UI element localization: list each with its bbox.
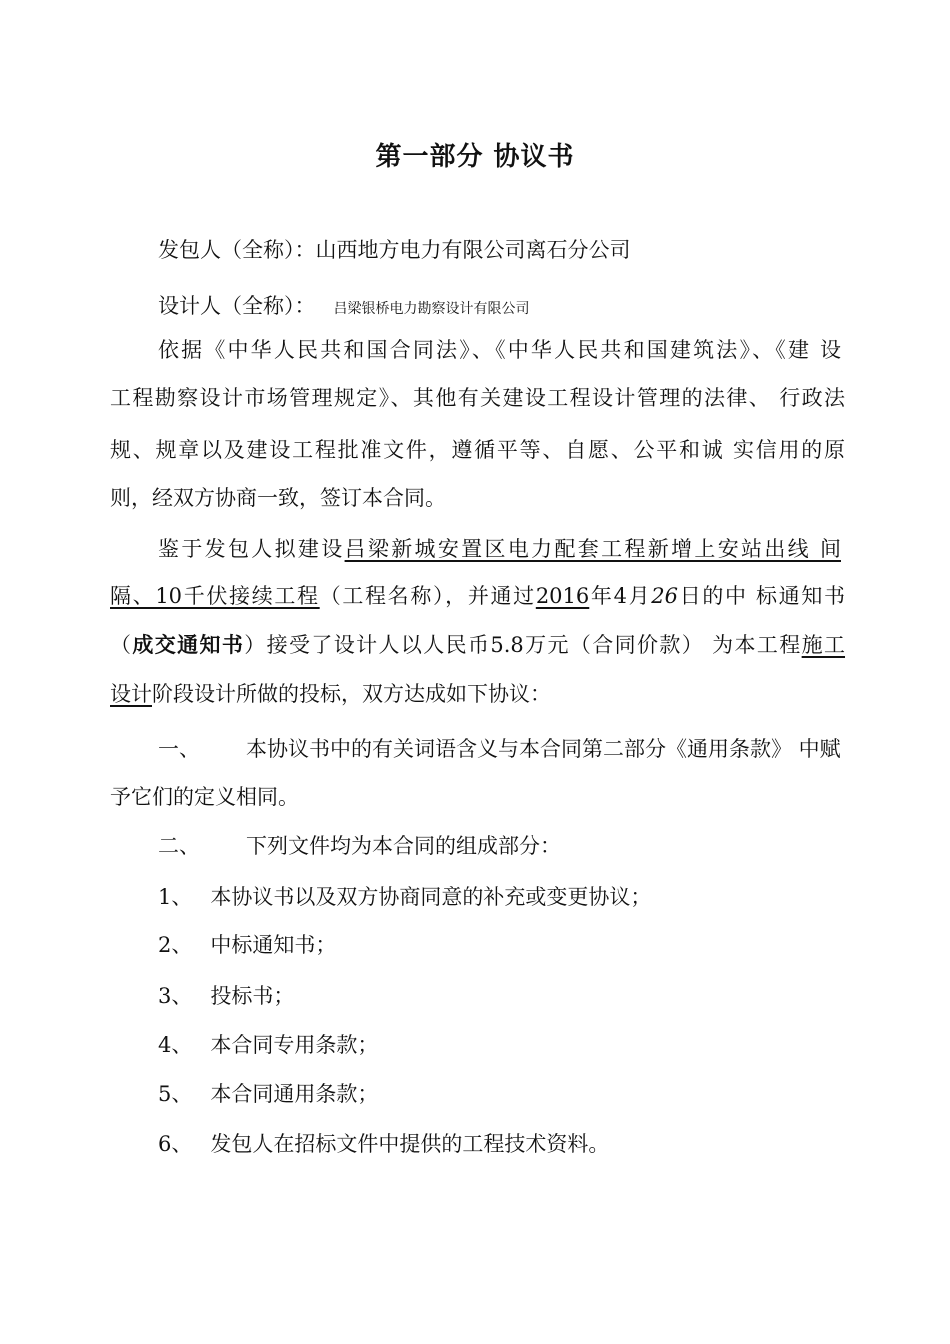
designer-value: 吕梁银桥电力勘察设计有限公司 (333, 301, 530, 317)
clause-1-line-1 (158, 733, 893, 765)
year-suffix: 年 (589, 584, 614, 608)
document-item-text: 本合同通用条款； (210, 1082, 379, 1106)
contract-amount: 5.8 (490, 633, 524, 657)
whereas-line-1 (158, 533, 841, 565)
project-name-part2: 隔、10千伏接续工程 (110, 584, 320, 608)
document-item-number: 2、 (158, 933, 193, 957)
notice-day: 26 (651, 584, 679, 608)
whereas-mid-2: ）接受了设计人以人民币 (244, 633, 491, 657)
document-item-text: 投标书； (210, 984, 295, 1008)
document-item-text: 中标通知书； (210, 933, 337, 957)
designer-label: 设计人（全称）： (158, 294, 316, 318)
whereas-line-3 (110, 629, 845, 661)
basis-line-4: 则，经双方协商一致，签订本合同。 (110, 486, 446, 510)
clause-2-line (158, 830, 893, 862)
basis-line-1: 依据《中华人民共和国合同法》、《中华人民共和国建筑法》、《建 设 (158, 338, 841, 362)
employer-value: 山西地方电力有限公司离石分公司 (315, 238, 631, 262)
document-item-text: 发包人在招标文件中提供的工程技术资料。 (210, 1132, 610, 1156)
employer-line (158, 234, 893, 266)
clause-1-number: 一、 (158, 737, 200, 761)
document-item-number: 3、 (158, 984, 193, 1008)
document-item-text: 本合同专用条款； (210, 1033, 379, 1057)
designer-line (158, 290, 893, 325)
amount-suffix: 万元（合同价款） 为本工程 (523, 633, 802, 657)
notice-year: 2016 (535, 584, 590, 608)
basis-line-3: 规、规章以及建设工程批准文件，遵循平等、自愿、公平和诚 实信用的原 (110, 438, 845, 462)
document-item-number: 1、 (158, 885, 193, 909)
clause-2-number: 二、 (158, 834, 200, 858)
document-item-5 (158, 1078, 893, 1110)
stage-part1: 施工 (801, 633, 846, 657)
clause-1-line-2: 予它们的定义相同。 (110, 785, 299, 809)
whereas-prefix: 鉴于发包人拟建设 (158, 537, 345, 561)
document-item-number: 4、 (158, 1033, 193, 1057)
document-item-number: 5、 (158, 1082, 193, 1106)
document-item-2 (158, 929, 893, 961)
document-item-6 (158, 1128, 893, 1160)
notice-open-paren: （ (110, 633, 133, 657)
month-suffix: 月 (626, 584, 652, 608)
clause-1-text: 本协议书中的有关词语含义与本合同第二部分《通用条款》 中赋 (246, 737, 841, 761)
document-item-3 (158, 980, 893, 1012)
whereas-end: 阶段设计所做的投标，双方达成如下协议： (152, 682, 551, 706)
stage-part2: 设计 (110, 682, 152, 706)
page-title: 第一部分 协议书 (375, 142, 575, 172)
document-item-text: 本协议书以及双方协商同意的补充或变更协议； (210, 885, 652, 909)
document-item-1 (158, 881, 893, 913)
project-name-part1: 吕梁新城安置区电力配套工程新增上安站出线 间 (344, 537, 841, 561)
notice-month: 4 (613, 584, 627, 608)
document-item-number: 6、 (158, 1132, 193, 1156)
whereas-mid: （工程名称），并通过 (319, 584, 536, 608)
clause-2-text: 下列文件均为本合同的组成部分： (246, 834, 561, 858)
notice-type: 成交通知书 (132, 633, 245, 657)
whereas-date-suffix: 日的中 标通知书 (678, 584, 846, 608)
document-item-4 (158, 1029, 893, 1061)
basis-line-2: 工程勘察设计市场管理规定》、其他有关建设工程设计管理的法律、 行政法 (110, 386, 845, 410)
whereas-line-4 (110, 678, 845, 710)
whereas-line-2 (110, 580, 845, 612)
employer-label: 发包人（全称）： (158, 238, 316, 262)
